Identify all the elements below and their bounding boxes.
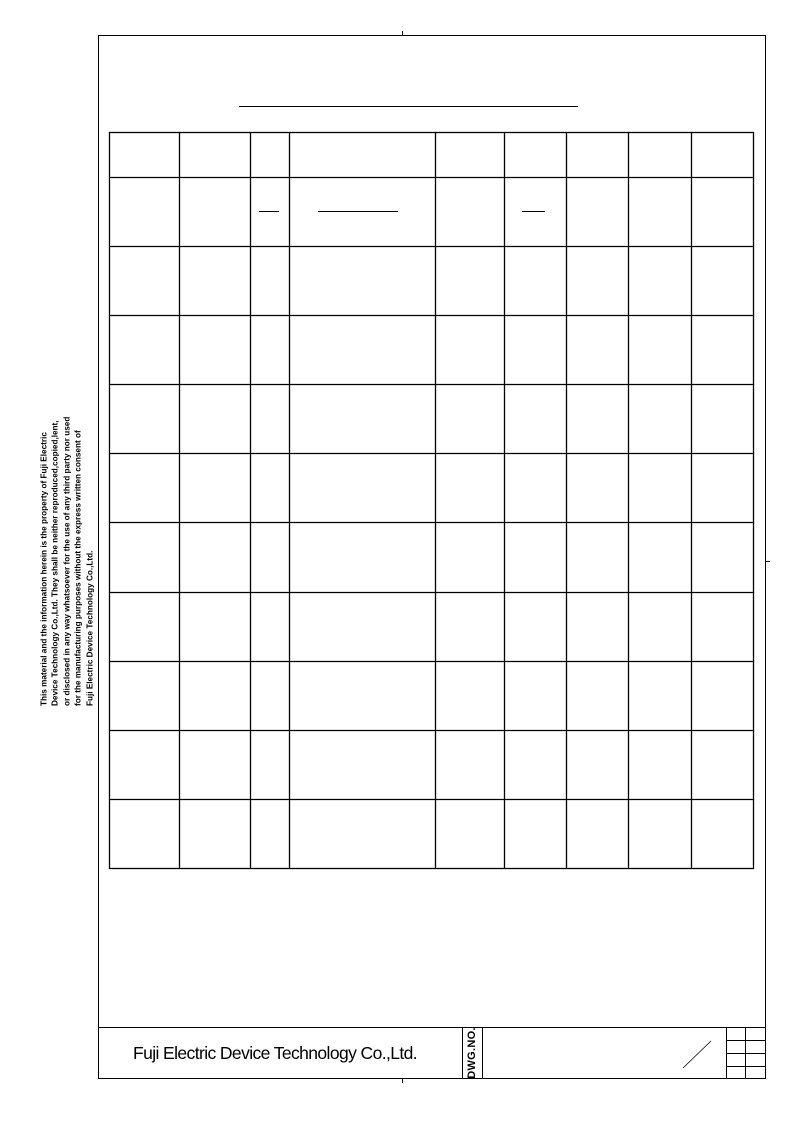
dwg-no-label: DWG.NO. <box>466 1027 478 1079</box>
dwg-box-left <box>462 1027 463 1079</box>
approval-slash <box>683 1041 711 1068</box>
revision-column-line <box>745 1027 746 1079</box>
table-border <box>110 133 754 869</box>
company-name: Fuji Electric Device Technology Co.,Ltd. <box>133 1043 418 1063</box>
notice-line: or disclosed in any way whatsoever for the use of any third party nor used <box>62 416 72 706</box>
notice-line: Device Technology Co.,Ltd. They shall be neither reproduced,copied,lent, <box>50 420 60 706</box>
revision-grid <box>726 1041 766 1067</box>
table-lines <box>109 132 754 869</box>
titleblock-top-line <box>98 1027 766 1028</box>
notice-line: This material and the information herein is the property of Fuji Electric <box>39 432 49 706</box>
notice-line: Fuji Electric Device Technology Co.,Ltd. <box>85 550 95 706</box>
notice-line: for the manufacturing purposes without the express written consent of <box>73 430 83 706</box>
dwg-box-right <box>482 1027 483 1079</box>
revision-column-line <box>726 1027 727 1079</box>
confidentiality-notice <box>38 386 95 706</box>
